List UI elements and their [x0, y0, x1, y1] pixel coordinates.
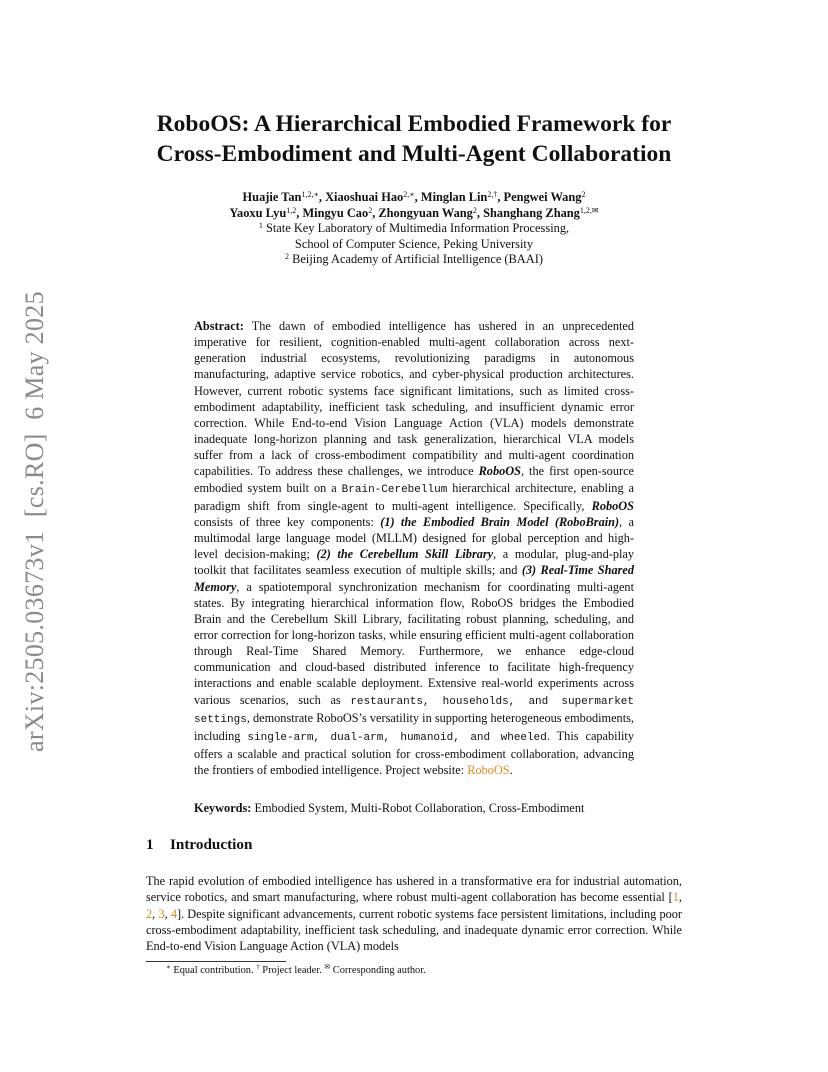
author-line-1: Huajie Tan$^{1,2,∗}$, Xiaoshuai Hao$^{2,∗}$, Minglan Lin$^{2,\dagger}$, Pengwei Wang$^2$ [242, 190, 586, 204]
author-name: Huajie Tan [242, 190, 302, 204]
intro-text: The rapid evolution of embodied intelligence has ushered in a transformative era for industrial automation, service robotics, and smart manufacturing, where robust multi-agent collaboration has become essential [ [146, 874, 682, 905]
affiliation-2 [120, 252, 708, 268]
author-name: Xiaoshuai Hao [325, 190, 404, 204]
abstract-text: hierarchical architecture, enabling a paradigm shift from single-agent to multi-agent intelligence. Specifically, [194, 480, 634, 513]
intro-text: ]. Despite significant advancements, current robotic systems face persistent limitations, including poor cross-embodiment adaptability, inefficient task scheduling, and inadequate dynamic error correction. While End-to-end Vision Language Action (VLA) models [146, 906, 683, 954]
abstract-text: , a modular, plug-and-play toolkit that facilitates seamless execution of multiple skills; and [194, 547, 634, 578]
footnote-text: Corresponding author. [330, 965, 426, 976]
footnote-mark: † [256, 963, 260, 971]
component-name: (2) the Cerebellum Skill Library [316, 547, 494, 562]
author-name: Zhongyuan Wang [378, 205, 473, 220]
arxiv-side-identifier: arXiv:2505.03673v1 [cs.RO] 6 May 2025 [20, 291, 49, 752]
author-affiliation-mark: 2,∗ [403, 190, 415, 199]
abstract-text: , the first open-source embodied system built on a [194, 464, 634, 495]
abstract-text: consists of three key components: [194, 514, 381, 529]
abstract-text: . [509, 763, 513, 778]
footnote-rule [146, 961, 286, 962]
system-name: RoboOS [591, 498, 634, 513]
abstract-text: , demonstrate RoboOS’s versatility in supporting heterogeneous embodiments, including [194, 710, 634, 743]
section-title: Introduction [170, 836, 253, 853]
abstract [194, 318, 634, 778]
author-name: Minglan Lin [420, 190, 488, 204]
author-affiliation-mark: 2 [368, 205, 373, 215]
author-name: Mingyu Cao [302, 205, 369, 220]
abstract-label: Abstract: [194, 319, 244, 333]
citation-link[interactable]: 2 [146, 906, 153, 921]
affiliation-1-line-1 [120, 221, 708, 237]
author-affiliation-mark: 1,2,∗ [301, 190, 319, 199]
code-term: Brain-Cerebellum [341, 483, 448, 496]
affiliation-text: State Key Laboratory of Multimedia Information Processing, [265, 221, 570, 235]
author-affiliation-mark: 2 [472, 205, 477, 215]
author-affiliation-mark: 1,2 [286, 205, 297, 215]
paper-title [120, 109, 708, 169]
component-name: (1) the Embodied Brain Model (RoboBrain) [380, 514, 620, 529]
code-term: single-arm, dual-arm, humanoid, and wheeled [247, 731, 547, 744]
author-line-2: Yaoxu Lyu$^{1,2}$, Mingyu Cao$^2$, Zhongyuan Wang$^2$, Shanghang Zhang$^{1,2,✉}$ [229, 205, 599, 220]
section-number: 1 [146, 836, 154, 853]
footnote-mark: ∗ [166, 963, 171, 971]
author-affiliation-mark: 2,† [487, 190, 498, 199]
project-website-link[interactable]: RoboOS [467, 763, 510, 778]
keywords [194, 800, 634, 816]
affiliation-1-line-2: School of Computer Science, Peking University [294, 236, 534, 251]
system-name: RoboOS [478, 464, 521, 479]
component-name: (3) Real-Time Shared Memory [194, 563, 634, 594]
footnote-text: Project leader. [259, 965, 325, 976]
abstract-text: . This capability offers a scalable and practical solution for cross-embodiment collaboration, advancing the frontiers of embodied intelligence. Project website: [194, 728, 634, 778]
footnote-text: Equal contribution. [170, 965, 257, 976]
author-affiliation-mark: 2 [581, 190, 586, 199]
citation-link[interactable]: 4 [170, 906, 177, 921]
author-name: Pengwei Wang [503, 190, 582, 204]
citation-link[interactable]: 3 [158, 906, 165, 921]
footnote-mark: ✉ [324, 963, 331, 971]
citation-link[interactable]: 1 [672, 890, 679, 905]
affiliation-number: 1 [258, 221, 263, 230]
author-affiliation-mark: 1,2,✉ [579, 205, 599, 215]
abstract-text: The dawn of embodied intelligence has ushered in an unprecedented imperative for resilient, cognition-enabled multi-agent collaboration across next-generation industrial ecosystems, revolutionizing paradigms in autonomous manufacturing, adaptive service robotics, and cyber-physical production architectures. However, current robotic systems face significant limitations, such as limited cross-embodiment adaptability, inefficient task scheduling, and insufficient dynamic error correction. While End-to-end Vision Language Action (VLA) models demonstrate inadequate long-horizon planning and task generalization, hierarchical VLA models suffer from a lack of cross-embodiment compatibility and multi-agent coordination capabilities. To address these challenges, we introduce [194, 319, 634, 479]
keywords-text: Embodied System, Multi-Robot Collaboration, Cross-Embodiment [251, 801, 585, 815]
section-heading [146, 836, 252, 854]
author-block [120, 190, 708, 268]
introduction-paragraph: The rapid evolution of embodied intelligence has ushered in a transformative era for industrial automation, service robotics, and smart manufacturing, where robust multi-agent collaboration has become essential [1, 2, 3, 4]. Despite significant advancements, current robotic systems face persistent limitations, including poor cross-embodiment adaptability, inefficient task scheduling, and inadequate dynamic error correction. While End-to-end Vision Language Action (VLA) models [146, 874, 683, 954]
title-line-2: Cross-Embodiment and Multi-Agent Collaboration [156, 141, 672, 167]
abstract-text: , a multimodal large language model (MLLM) designed for global perception and high-level decision-making; [194, 514, 634, 562]
footnote [166, 964, 426, 978]
keywords-label: Keywords: [194, 801, 252, 815]
affiliation-number: 2 [285, 252, 290, 261]
abstract-text: , a spatiotemporal synchronization mechanism for coordinating multi-agent states. By integrating hierarchical information flow, RoboOS bridges the Embodied Brain and the Cerebellum Skill Library, facilitating robust planning, scheduling, and error correction for long-horizon tasks, while ensuring efficient multi-agent collaboration through Real-Time Shared Memory. Furthermore, we enhance edge-cloud communication and cloud-based distributed inference to facilitate high-frequency interactions and enable scalable deployment. Extensive real-world experiments across various scenarios, such as [194, 579, 634, 707]
author-name: Shanghang Zhang [483, 205, 580, 220]
title-line-1: RoboOS: A Hierarchical Embodied Framework for [156, 111, 672, 137]
affiliation-text: Beijing Academy of Artificial Intelligence (BAAI) [292, 252, 543, 266]
author-name: Yaoxu Lyu [229, 205, 287, 220]
code-term: restaurants, households, and supermarket settings [194, 695, 635, 726]
